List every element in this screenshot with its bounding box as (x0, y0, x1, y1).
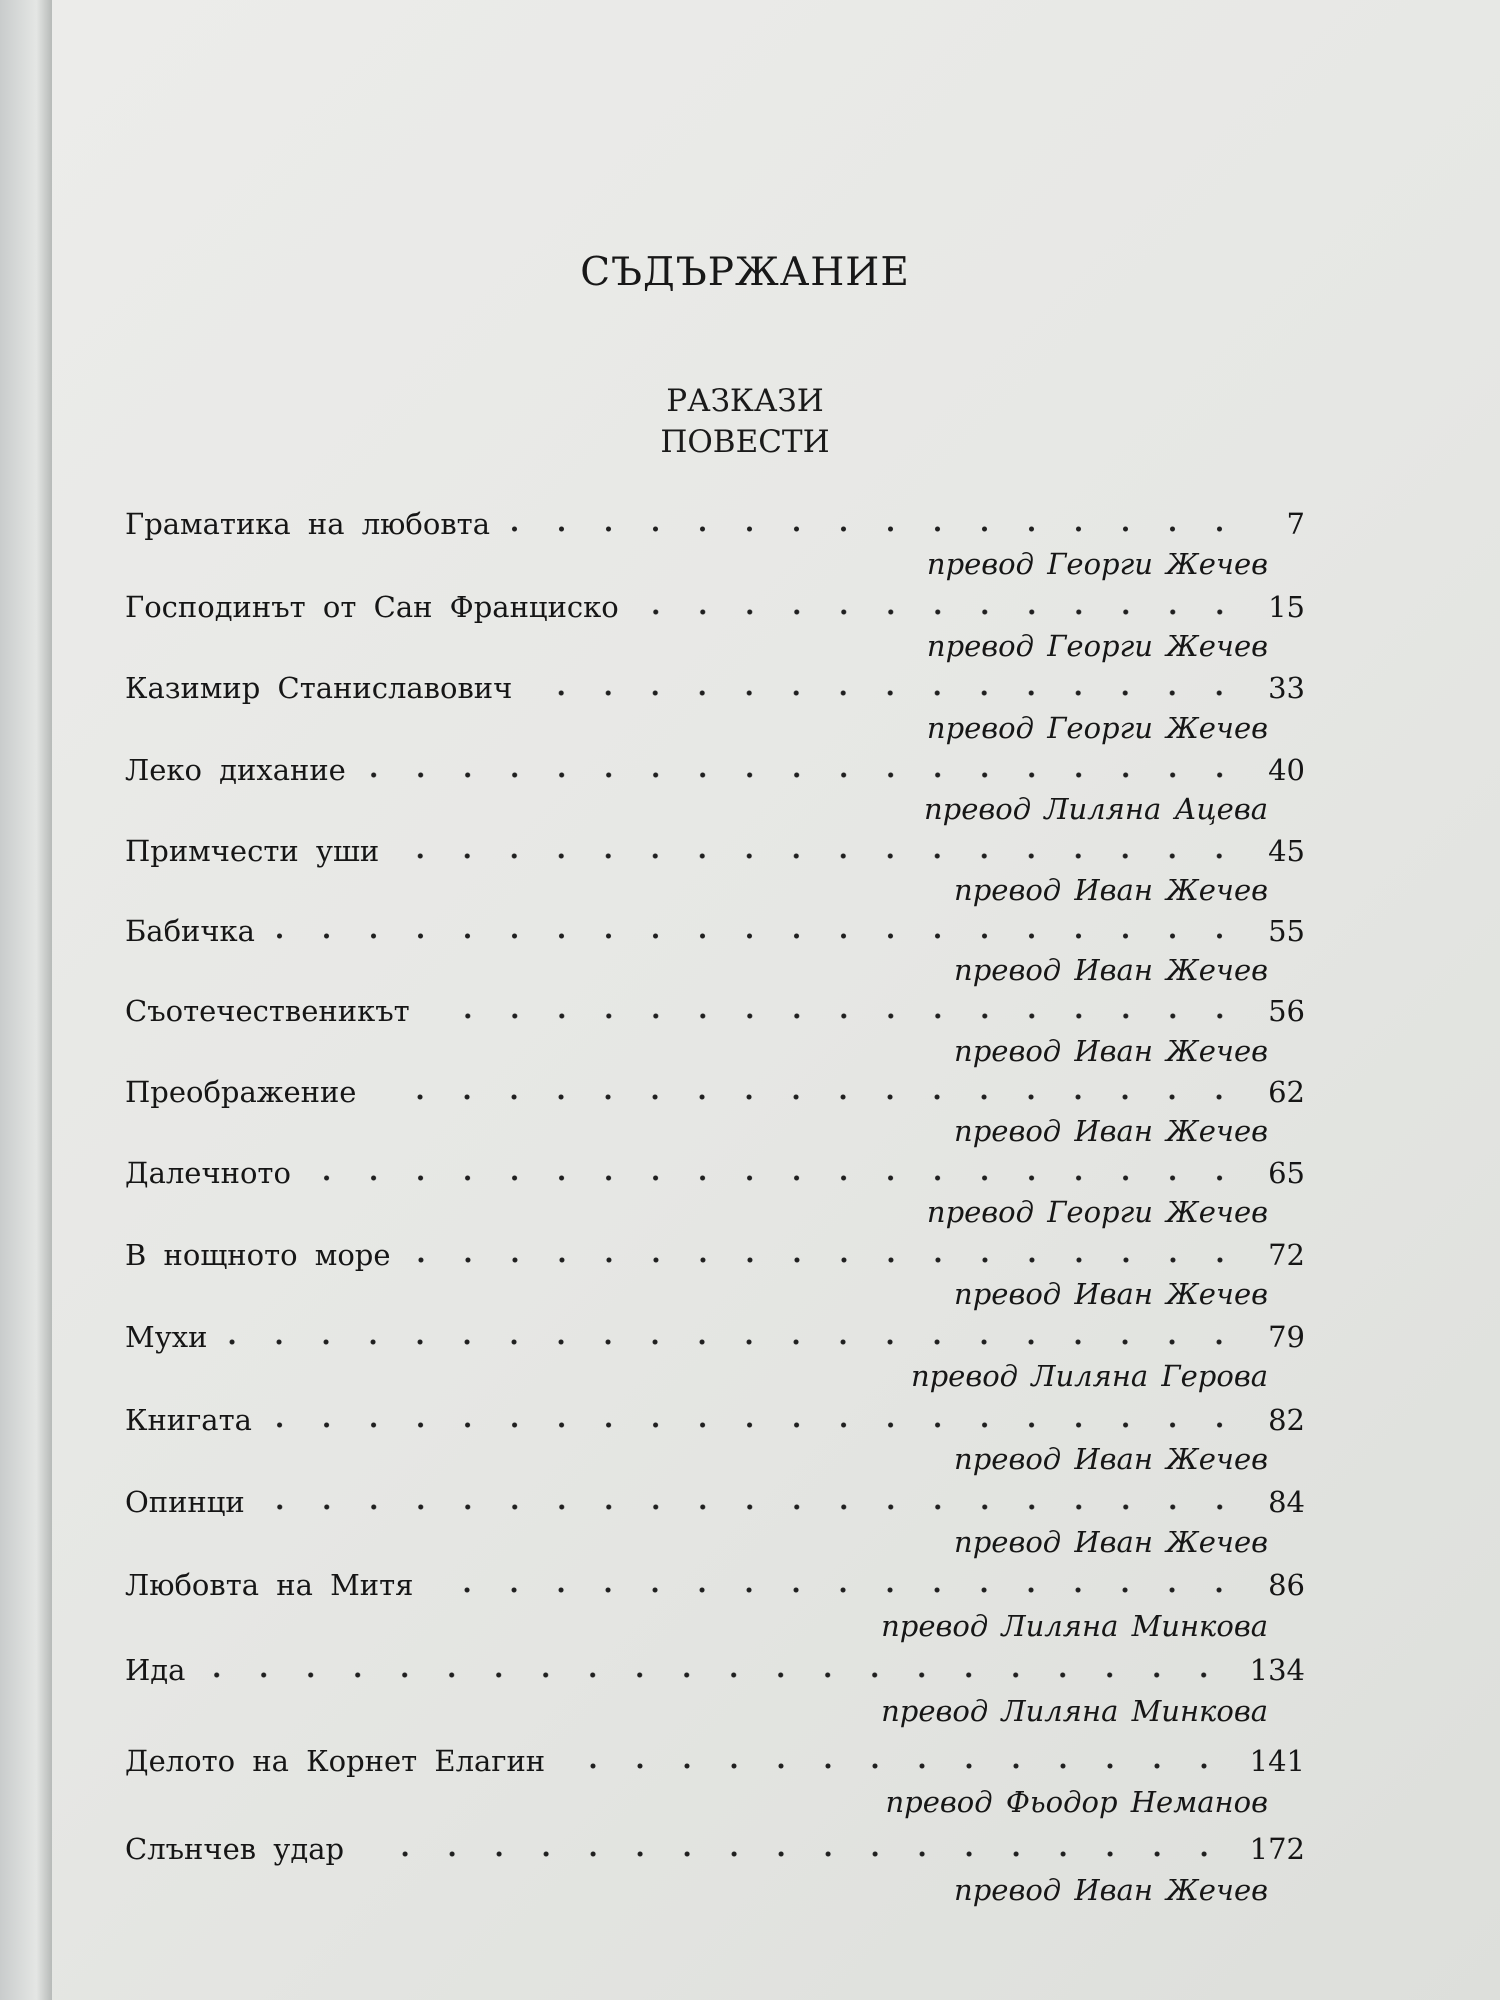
toc-entry-title: Примчести уши (125, 834, 380, 868)
toc-entry-page: 141 (1249, 1744, 1305, 1778)
toc-entry-page: 65 (1268, 1156, 1305, 1190)
toc-entry-translator: превод Иван Жечев (954, 1114, 1268, 1148)
toc-entry-translator: превод Иван Жечев (954, 953, 1268, 987)
toc-entry-page: 84 (1268, 1485, 1305, 1519)
dot-leader (272, 1421, 1243, 1429)
toc-entry (125, 1482, 1305, 1522)
toc-entry-title: Бабичка (125, 914, 255, 948)
toc-entry-page: 86 (1268, 1568, 1305, 1602)
toc-entry-page: 40 (1268, 753, 1305, 787)
toc-entry-title: Слънчев удар (125, 1832, 345, 1866)
toc-entry-page: 55 (1268, 914, 1305, 948)
toc-entry (125, 1400, 1305, 1440)
toc-entry-page: 134 (1249, 1653, 1305, 1687)
toc-entry-page: 79 (1268, 1320, 1305, 1354)
toc-entry (125, 504, 1305, 544)
dot-leader (565, 1762, 1228, 1770)
dot-leader (433, 1586, 1243, 1594)
toc-entry-title: Опинци (125, 1485, 245, 1519)
dot-leader (366, 771, 1243, 779)
toc-entry (125, 587, 1305, 627)
dot-leader (227, 1338, 1243, 1346)
toc-entry-translator: превод Георги Жечев (926, 629, 1268, 663)
toc-entry (125, 1072, 1305, 1112)
toc-entry-translator: превод Лиляна Ацева (923, 792, 1268, 826)
toc-entry-translator: превод Георги Жечев (926, 547, 1268, 581)
toc-entry-translator: превод Иван Жечев (954, 1277, 1268, 1311)
toc-entry-page: 82 (1268, 1403, 1305, 1437)
toc-entry-translator: превод Иван Жечев (954, 1034, 1268, 1068)
toc-entry (125, 1650, 1305, 1690)
toc-entry-page: 7 (1286, 507, 1305, 541)
toc-entry (125, 1565, 1305, 1605)
toc-entry-translator: превод Фьодор Неманов (885, 1785, 1268, 1819)
toc-entry-translator: превод Иван Жечев (954, 1525, 1268, 1559)
toc-entry-translator: превод Иван Жечев (954, 1442, 1268, 1476)
dot-leader (639, 608, 1243, 616)
toc-entry-translator: превод Георги Жечев (926, 1195, 1268, 1229)
section-heading-novellas: ПОВЕСТИ (660, 424, 830, 460)
toc-entry (125, 1153, 1305, 1193)
book-gutter (0, 0, 52, 2000)
toc-entry-translator: превод Лиляна Герова (910, 1359, 1268, 1393)
toc-entry-translator: превод Иван Жечев (954, 873, 1268, 907)
section-heading-stories: РАЗКАЗИ (666, 383, 824, 419)
toc-entry (125, 1829, 1305, 1869)
toc-entry-title: Мухи (125, 1320, 208, 1354)
toc-entry-translator: превод Иван Жечев (954, 1873, 1268, 1907)
toc-entry (125, 1317, 1305, 1357)
toc-entry (125, 911, 1305, 951)
toc-entry-title: Съотечественикът (125, 994, 410, 1028)
toc-entry (125, 991, 1305, 1031)
toc-entry-title: Преображение (125, 1075, 357, 1109)
dot-leader (430, 1012, 1243, 1020)
toc-entry-page: 72 (1268, 1238, 1305, 1272)
toc-entry-title: Ида (125, 1653, 186, 1687)
dot-leader (399, 852, 1243, 860)
toc-entry-translator: превод Лиляна Минкова (881, 1609, 1268, 1643)
toc-entry-title: Господинът от Сан Франциско (125, 590, 619, 624)
dot-leader (311, 1174, 1243, 1182)
dot-leader (411, 1256, 1243, 1264)
toc-entry-page: 15 (1268, 590, 1305, 624)
toc-entry-title: Далечното (125, 1156, 291, 1190)
toc-entry-title: Граматика на любовта (125, 507, 490, 541)
toc-entry (125, 750, 1305, 790)
toc-entry (125, 1741, 1305, 1781)
toc-entry-title: Любовта на Митя (125, 1568, 414, 1602)
toc-entry-page: 172 (1249, 1832, 1305, 1866)
toc-entry-title: Книгата (125, 1403, 252, 1437)
toc-entry-page: 56 (1268, 994, 1305, 1028)
toc-entry-title: Леко дихание (125, 753, 346, 787)
dot-leader (265, 1503, 1243, 1511)
toc-entry-title: Делото на Корнет Елагин (125, 1744, 546, 1778)
dot-leader (275, 932, 1243, 940)
toc-entry (125, 1235, 1305, 1275)
dot-leader (532, 689, 1243, 697)
dot-leader (376, 1093, 1243, 1101)
toc-entry-translator: превод Лиляна Минкова (881, 1694, 1268, 1728)
page-title: СЪДЪРЖАНИЕ (580, 250, 910, 295)
toc-entry-page: 33 (1268, 671, 1305, 705)
toc-entry-title: В нощното море (125, 1238, 391, 1272)
dot-leader (205, 1671, 1227, 1679)
toc-entry-translator: превод Георги Жечев (926, 711, 1268, 745)
toc-entry-page: 62 (1268, 1075, 1305, 1109)
toc-entry (125, 668, 1305, 708)
toc-entry-title: Казимир Станиславович (125, 671, 513, 705)
toc-entry-page: 45 (1268, 834, 1305, 868)
toc-entry (125, 831, 1305, 871)
dot-leader (364, 1850, 1228, 1858)
dot-leader (510, 525, 1243, 533)
